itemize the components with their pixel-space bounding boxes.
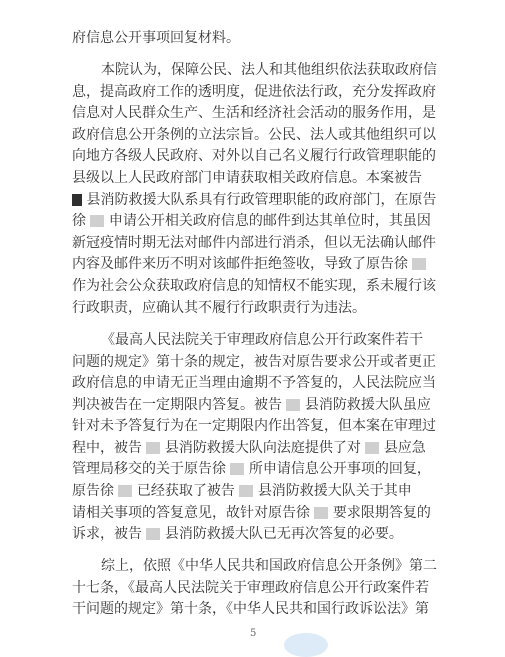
redaction-block	[146, 442, 160, 454]
text-line	[72, 83, 505, 101]
redaction-block	[412, 258, 426, 270]
redaction-block	[239, 485, 253, 497]
redaction-block	[72, 194, 82, 206]
redaction-block	[118, 485, 132, 497]
text-span: 县消防救援大队虽应	[304, 397, 431, 413]
text-span: 政府信息公开条例的立法宗旨。公民、法人或其他组织可以	[72, 127, 436, 143]
redaction-block	[230, 463, 244, 475]
text-span: 要求限期答复的	[332, 505, 431, 521]
text-line	[72, 212, 505, 230]
text-span: 所申请信息公开事项的回复，	[248, 461, 431, 477]
text-line	[101, 557, 505, 575]
text-span: 管理局移交的关于原告徐	[72, 461, 226, 477]
text-line	[72, 255, 505, 273]
text-span: 县消防救援大队关于其申	[257, 483, 412, 499]
text-line	[72, 277, 505, 295]
redaction-block	[146, 528, 160, 540]
text-line	[72, 191, 505, 209]
text-line	[72, 417, 505, 435]
redaction-block	[90, 215, 104, 227]
text-span: 《最高人民法院关于审理政府信息公开行政案件若干	[101, 332, 423, 348]
text-line	[72, 396, 505, 414]
text-line	[72, 460, 505, 478]
text-line	[72, 353, 505, 371]
text-line	[101, 61, 505, 79]
text-span: 程中，被告	[72, 440, 142, 456]
text-span: 已经获取了被告	[136, 483, 235, 499]
text-span: 综上，依照《中华人民共和国政府信息公开条例》第二	[101, 558, 437, 574]
text-span: 向地方各级人民政府、对外以自己名义履行行政管理职能的	[72, 148, 436, 164]
text-span: 干问题的规定》第十条，《中华人民共和国行政诉讼法》第	[72, 601, 429, 617]
text-span: 针对未予答复行为在一定期限内作出答复，但本案在审理过	[72, 418, 436, 434]
text-span: 府信息公开事项回复材料。	[72, 30, 240, 46]
text-span: 本院认为，保障公民、法人和其他组织依法获取政府信	[101, 62, 437, 78]
text-line	[72, 299, 505, 317]
text-line	[72, 482, 505, 500]
text-span: 信息对人民群众生产、生活和经济社会活动的服务作用，是	[72, 105, 436, 121]
text-span: 十七条，《最高人民法院关于审理政府信息公开行政案件若	[72, 580, 429, 596]
text-span: 新冠疫情时期无法对邮件内部进行消杀，但以无法确认邮件	[72, 235, 436, 251]
text-line	[72, 579, 505, 597]
text-line	[72, 439, 505, 457]
text-span: 县消防救援大队已无再次答复的必要。	[164, 526, 403, 542]
text-line	[101, 331, 505, 349]
text-span: 息，提高政府工作的透明度，促进依法行政，充分发挥政府	[72, 84, 436, 100]
redaction-block	[365, 442, 379, 454]
text-line	[72, 147, 505, 165]
redaction-block	[314, 507, 328, 519]
text-span: 县消防救援大队向法庭提供了对	[164, 440, 361, 456]
text-line	[72, 234, 505, 252]
text-span: 行政职责，应确认其不履行行政职责行为违法。	[72, 300, 366, 316]
text-span: 请相关事项的答复意见，故针对原告徐	[72, 505, 310, 521]
text-line	[72, 126, 505, 144]
text-span: 诉求，被告	[72, 526, 142, 542]
text-line	[72, 525, 505, 543]
text-span: 县应急	[383, 440, 426, 456]
text-span: 原告徐	[72, 483, 114, 499]
text-span: 判决被告在一定期限内答复。被告	[72, 397, 282, 413]
text-span: 申请公开相关政府信息的邮件到达其单位时，其虽因	[108, 213, 431, 229]
text-span: 县消防救援大队系具有行政管理职能的政府部门，在原告	[86, 192, 437, 208]
text-span: 内容及邮件来历不明对该邮件拒绝签收，导致了原告徐	[72, 256, 408, 272]
page-number: 5	[250, 628, 257, 639]
text-span: 作为社会公众获取政府信息的知情权不能实现，系未履行该	[72, 278, 436, 294]
text-line	[72, 104, 505, 122]
text-line	[72, 600, 505, 618]
text-span: 徐	[72, 213, 86, 229]
text-span: 政府信息的申请无正当理由逾期不予答复的，人民法院应当	[72, 375, 436, 391]
redaction-block	[286, 399, 300, 411]
text-line	[72, 504, 505, 522]
text-span: 县级以上人民政府部门申请获取相关政府信息。本案被告	[72, 170, 422, 186]
text-line	[72, 374, 505, 392]
text-span: 问题的规定》第十条的规定，被告对原告要求公开或者更正	[72, 354, 436, 370]
text-line	[72, 169, 505, 187]
text-line	[72, 29, 505, 47]
stamp-seal	[284, 633, 328, 657]
